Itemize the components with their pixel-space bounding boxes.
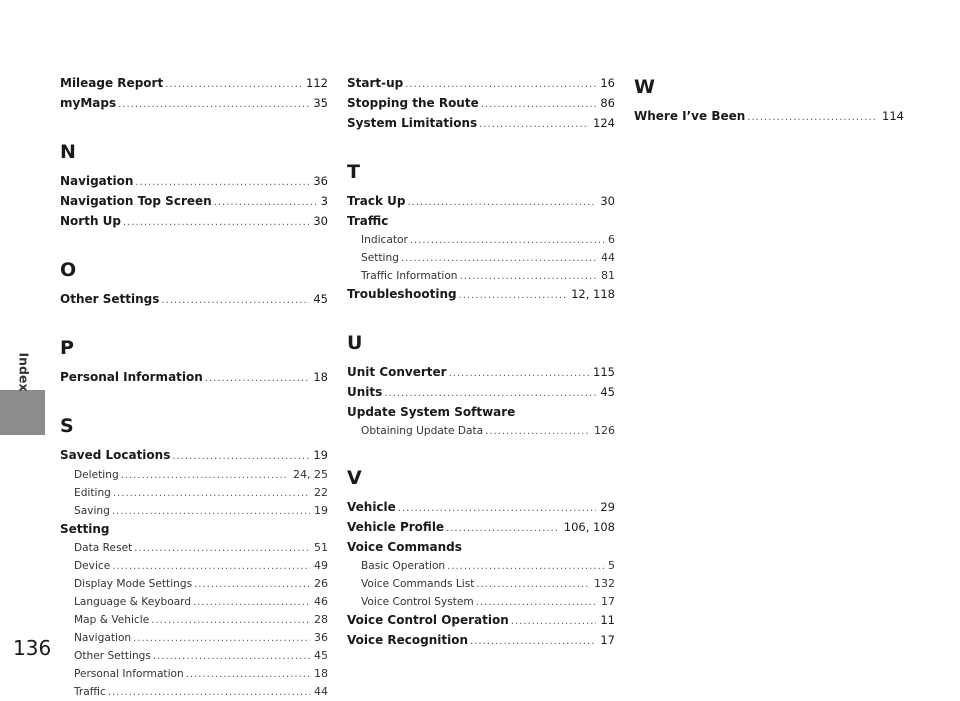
dot-leader [408, 193, 597, 212]
entry-term: Indicator [361, 234, 408, 246]
entry-page-numbers: 11 [600, 613, 615, 627]
side-label: Index [16, 352, 32, 392]
index-entry [347, 383, 615, 403]
dot-leader [112, 558, 310, 575]
index-subentry [60, 466, 328, 484]
dot-leader [135, 173, 309, 192]
dot-leader [214, 193, 317, 212]
index-subentry [347, 557, 615, 575]
dot-leader [108, 684, 310, 701]
index-subentry [60, 665, 328, 683]
entry-term: Navigation [60, 174, 134, 188]
entry-term: Setting [60, 522, 110, 536]
dot-leader [112, 503, 310, 520]
section-letter: P [60, 337, 74, 359]
dot-leader [449, 364, 589, 383]
entry-page-numbers: 18 [314, 667, 328, 680]
entry-page-numbers: 124 [593, 116, 615, 130]
dot-leader [410, 232, 604, 249]
entry-term: Vehicle Profile [347, 520, 445, 534]
dot-leader [446, 519, 560, 538]
entry-page-numbers: 46 [314, 595, 328, 608]
section-letter: W [634, 76, 655, 98]
entry-term: Saved Locations [60, 448, 171, 462]
entry-term: Voice Commands List [361, 578, 475, 590]
index-entry [347, 94, 615, 114]
entry-page-numbers: 81 [601, 269, 615, 282]
entry-page-numbers: 30 [313, 214, 328, 228]
entry-term: Deleting [74, 469, 119, 481]
index-entry [60, 212, 328, 232]
index-subentry [60, 647, 328, 665]
entry-page-numbers: 45 [314, 649, 328, 662]
index-column-2 [347, 74, 615, 651]
entry-page-numbers: 86 [600, 96, 615, 110]
index-entry [60, 172, 328, 192]
index-column-3 [634, 74, 904, 127]
index-subentry [60, 502, 328, 520]
dot-leader [405, 75, 596, 94]
index-column-1 [60, 74, 328, 701]
index-side-tab [0, 390, 45, 435]
entry-page-numbers: 49 [314, 559, 328, 572]
entry-term: myMaps [60, 96, 117, 110]
dot-leader [153, 648, 310, 665]
entry-term: Editing [74, 487, 111, 499]
entry-term: Troubleshooting [347, 287, 457, 301]
entry-page-numbers: 115 [593, 365, 615, 379]
entry-page-numbers: 114 [882, 109, 904, 123]
index-subentry [60, 629, 328, 647]
dot-leader [186, 666, 310, 683]
dot-leader [133, 630, 310, 647]
index-subentry [60, 557, 328, 575]
dot-leader [172, 447, 309, 466]
index-entry [60, 290, 328, 310]
entry-page-numbers: 44 [601, 251, 615, 264]
dot-leader [118, 95, 309, 114]
entry-term: Personal Information [74, 668, 184, 680]
section-letter: N [60, 141, 76, 163]
index-entry [60, 520, 328, 539]
entry-term: Device [74, 560, 111, 572]
entry-term: Other Settings [74, 650, 151, 662]
index-subentry [347, 267, 615, 285]
entry-term: Traffic Information [361, 270, 458, 282]
index-subentry [60, 683, 328, 701]
dot-leader [123, 213, 309, 232]
index-entry [347, 114, 615, 134]
index-subentry [347, 593, 615, 611]
section-letter: T [347, 161, 360, 183]
index-entry [347, 498, 615, 518]
index-entry [347, 192, 615, 212]
dot-leader [134, 540, 310, 557]
entry-page-numbers: 19 [313, 448, 328, 462]
entry-page-numbers: 26 [314, 577, 328, 590]
dot-leader [165, 75, 302, 94]
dot-leader [151, 612, 310, 629]
page-number: 136 [13, 636, 52, 660]
entry-page-numbers: 22 [314, 486, 328, 499]
dot-leader [485, 423, 590, 440]
entry-term: Stopping the Route [347, 96, 479, 110]
entry-term: Units [347, 385, 383, 399]
section-letter: S [60, 415, 74, 437]
index-subentry [347, 575, 615, 593]
entry-page-numbers: 24, 25 [293, 468, 328, 481]
dot-leader [459, 286, 568, 305]
dot-leader [384, 384, 596, 403]
entry-term: Traffic [347, 214, 389, 228]
dot-leader [479, 115, 589, 134]
entry-page-numbers: 17 [600, 633, 615, 647]
entry-term: Other Settings [60, 292, 160, 306]
dot-leader [205, 369, 310, 388]
dot-leader [121, 467, 289, 484]
entry-term: Vehicle [347, 500, 396, 514]
entry-term: Display Mode Settings [74, 578, 193, 590]
dot-leader [747, 108, 878, 127]
entry-page-numbers: 5 [608, 559, 615, 572]
index-entry [347, 74, 615, 94]
index-subentry [60, 593, 328, 611]
entry-page-numbers: 51 [314, 541, 328, 554]
entry-term: Where I’ve Been [634, 109, 746, 123]
entry-page-numbers: 30 [600, 194, 615, 208]
entry-page-numbers: 36 [313, 174, 328, 188]
entry-term: Traffic [74, 686, 106, 698]
entry-page-numbers: 3 [320, 194, 328, 208]
entry-term: Voice Commands [347, 540, 462, 554]
index-entry [347, 212, 615, 231]
entry-term: North Up [60, 214, 121, 228]
index-subentry [347, 249, 615, 267]
index-entry [347, 631, 615, 651]
index-entry [347, 363, 615, 383]
index-entry [60, 446, 328, 466]
index-entry [60, 368, 328, 388]
section-letter: U [347, 332, 363, 354]
dot-leader [481, 95, 597, 114]
entry-page-numbers: 45 [600, 385, 615, 399]
entry-page-numbers: 19 [314, 504, 328, 517]
index-entry [347, 611, 615, 631]
section-letter: O [60, 259, 77, 281]
entry-term: Navigation [74, 632, 132, 644]
dot-leader [470, 632, 596, 651]
index-subentry [60, 611, 328, 629]
entry-term: Saving [74, 505, 110, 517]
entry-page-numbers: 28 [314, 613, 328, 626]
entry-term: Data Reset [74, 542, 133, 554]
dot-leader [161, 291, 309, 310]
dot-leader [460, 268, 597, 285]
index-entry [347, 403, 615, 422]
entry-term: Mileage Report [60, 76, 164, 90]
entry-page-numbers: 16 [600, 76, 615, 90]
entry-page-numbers: 6 [608, 233, 615, 246]
entry-page-numbers: 45 [313, 292, 328, 306]
entry-term: Language & Keyboard [74, 596, 192, 608]
entry-term: System Limitations [347, 116, 478, 130]
entry-term: Unit Converter [347, 365, 447, 379]
entry-term: Setting [361, 252, 399, 264]
entry-page-numbers: 18 [313, 370, 328, 384]
section-letter: V [347, 467, 362, 489]
entry-page-numbers: 17 [601, 595, 615, 608]
entry-term: Voice Control System [361, 596, 474, 608]
entry-term: Update System Software [347, 405, 516, 419]
dot-leader [113, 485, 310, 502]
entry-term: Obtaining Update Data [361, 425, 484, 437]
dot-leader [476, 594, 597, 611]
dot-leader [511, 612, 597, 631]
index-entry [347, 538, 615, 557]
index-entry [634, 107, 904, 127]
entry-page-numbers: 106, 108 [563, 520, 615, 534]
index-entry [60, 74, 328, 94]
index-entry [60, 94, 328, 114]
entry-page-numbers: 44 [314, 685, 328, 698]
index-subentry [60, 539, 328, 557]
index-subentry [60, 575, 328, 593]
dot-leader [476, 576, 590, 593]
dot-leader [401, 250, 597, 267]
index-subentry [347, 422, 615, 440]
entry-term: Map & Vehicle [74, 614, 150, 626]
dot-leader [447, 558, 604, 575]
entry-term: Voice Recognition [347, 633, 469, 647]
index-entry [60, 192, 328, 212]
index-subentry [347, 231, 615, 249]
entry-page-numbers: 126 [594, 424, 615, 437]
dot-leader [398, 499, 597, 518]
dot-leader [194, 576, 310, 593]
entry-page-numbers: 132 [594, 577, 615, 590]
entry-term: Track Up [347, 194, 406, 208]
entry-term: Navigation Top Screen [60, 194, 212, 208]
entry-page-numbers: 29 [600, 500, 615, 514]
entry-page-numbers: 112 [306, 76, 328, 90]
entry-term: Basic Operation [361, 560, 446, 572]
entry-term: Voice Control Operation [347, 613, 509, 627]
dot-leader [193, 594, 310, 611]
entry-page-numbers: 12, 118 [571, 287, 615, 301]
index-subentry [60, 484, 328, 502]
entry-page-numbers: 36 [314, 631, 328, 644]
index-entry [347, 285, 615, 305]
entry-term: Personal Information [60, 370, 203, 384]
entry-term: Start-up [347, 76, 404, 90]
index-entry [347, 518, 615, 538]
entry-page-numbers: 35 [313, 96, 328, 110]
